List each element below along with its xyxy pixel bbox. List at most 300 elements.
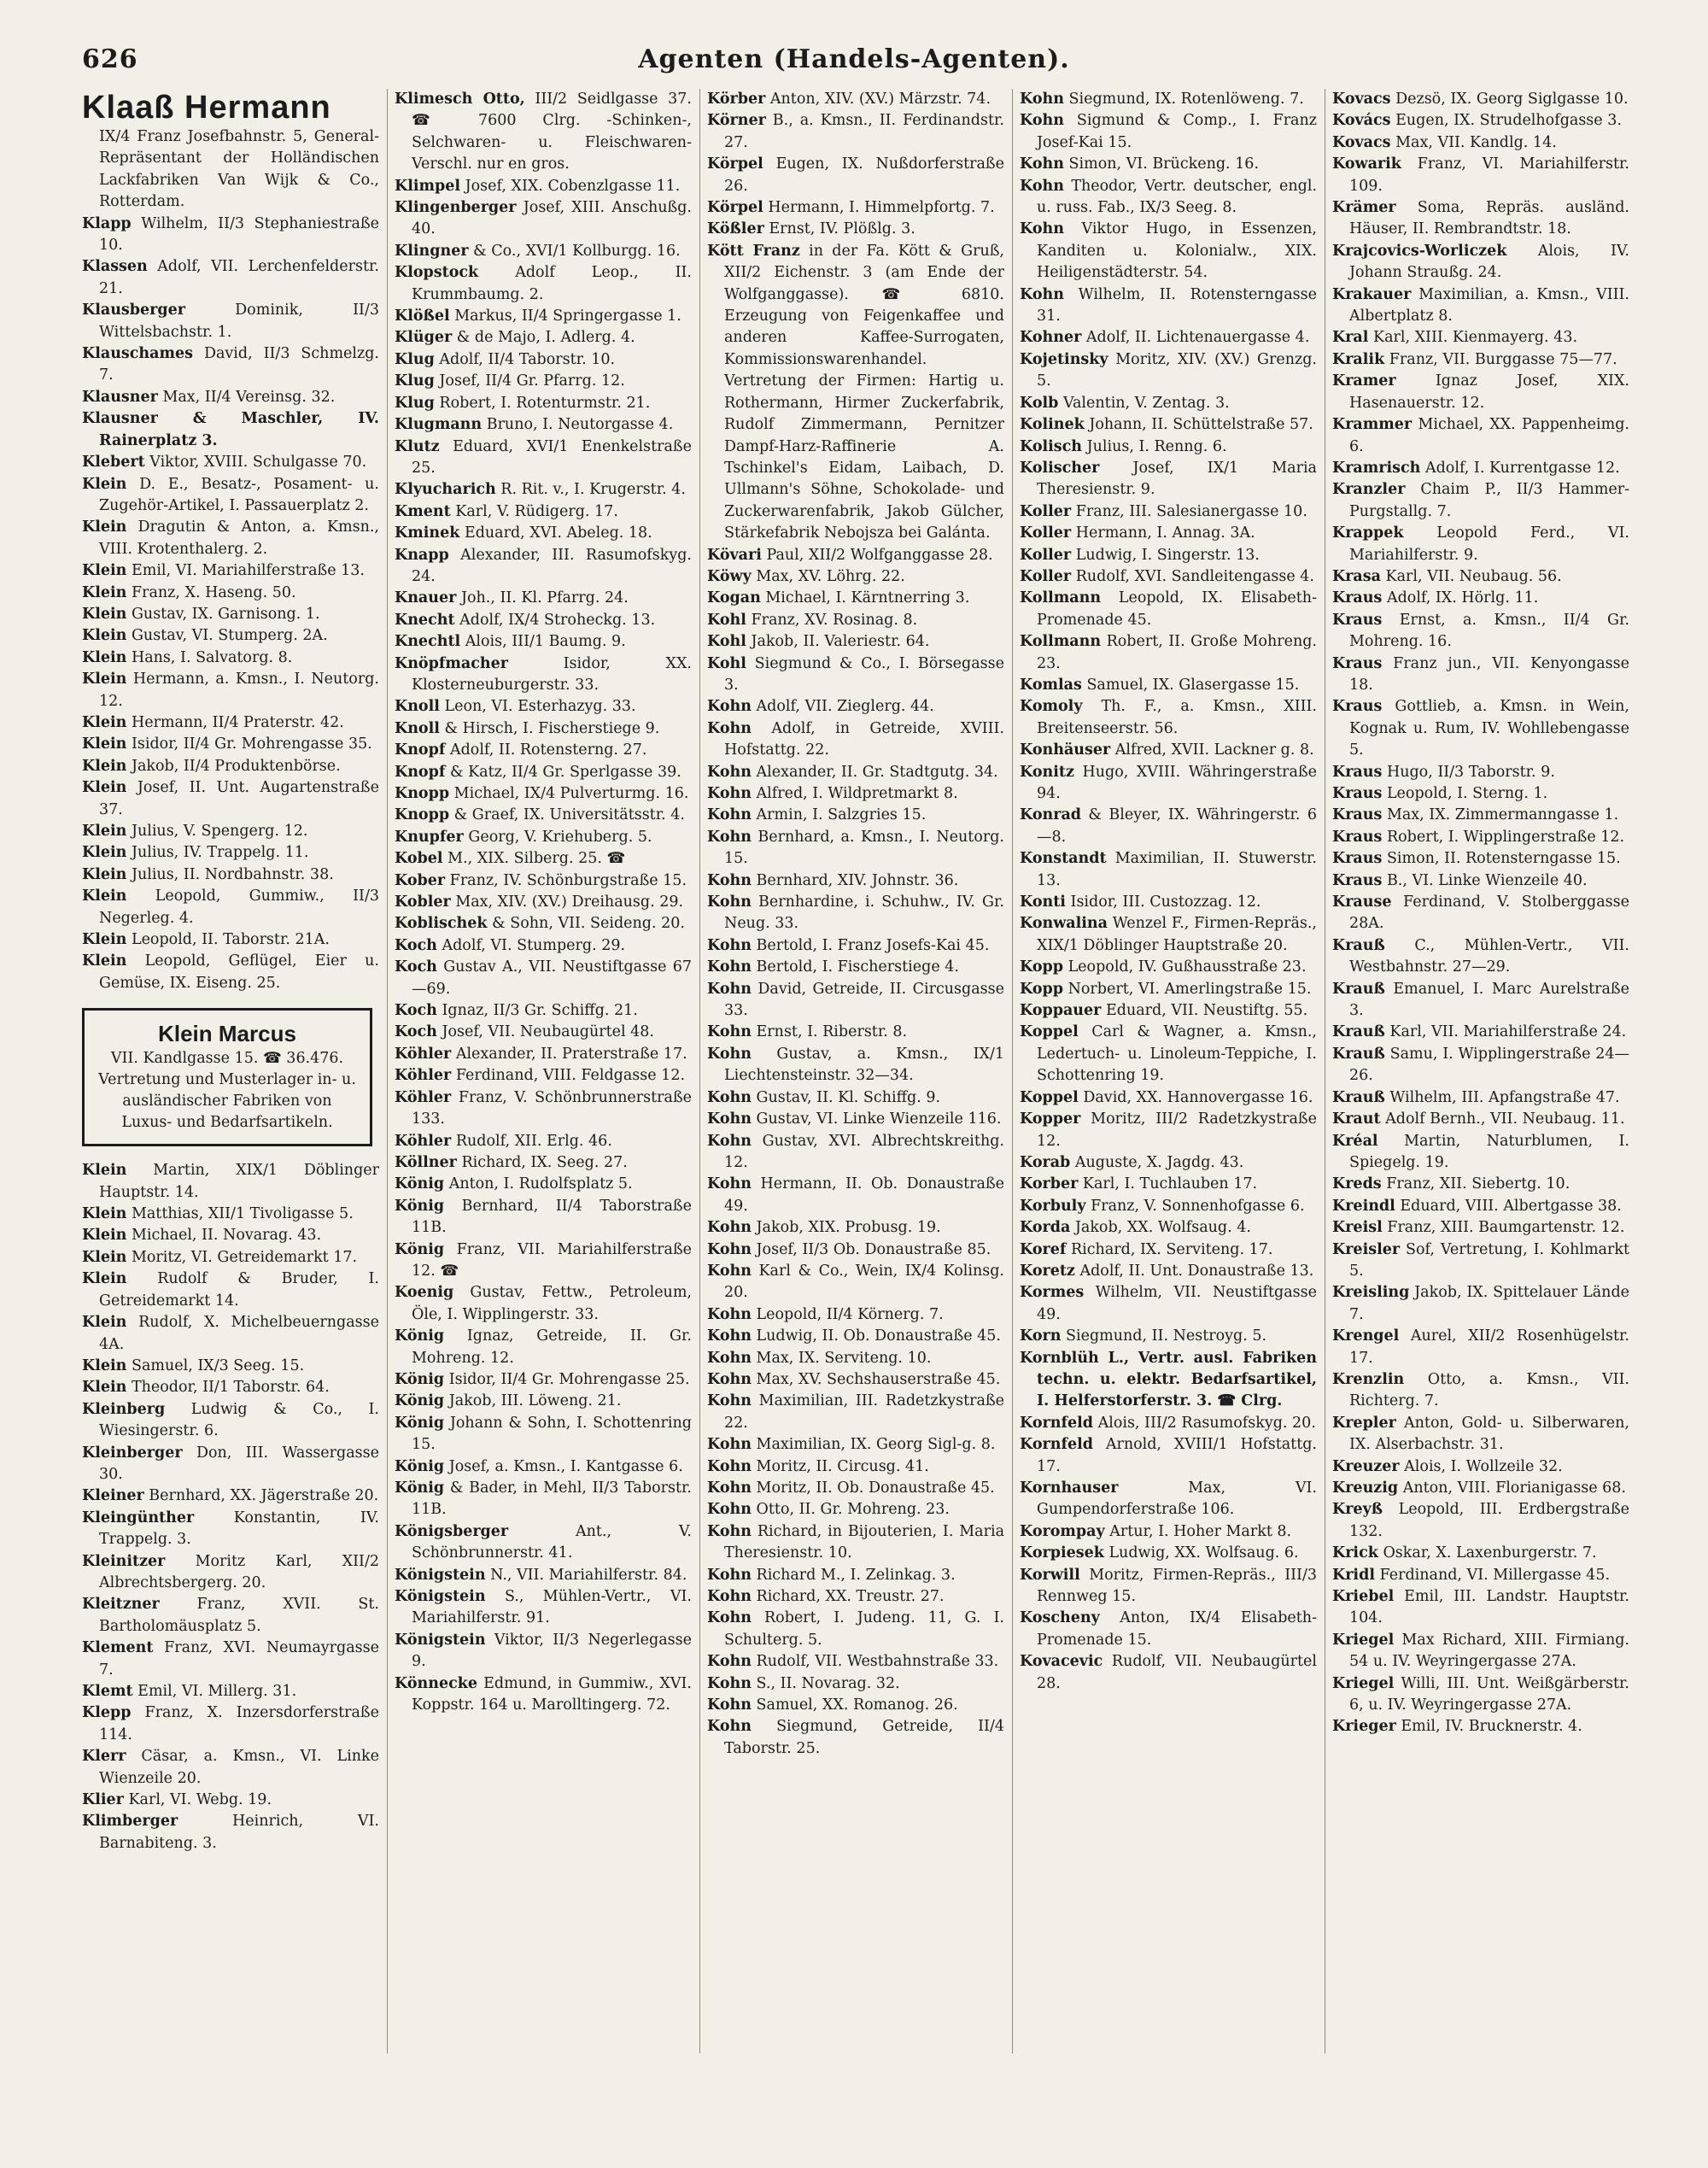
entry-details: Max, VII. Kandlg. 14. xyxy=(1395,133,1557,151)
entry-name: Klugmann xyxy=(395,416,483,434)
entry-name: Kohn xyxy=(1020,285,1064,303)
entry-details: Siegmund, Getreide, II/4 Taborstr. 25. xyxy=(724,1718,1004,1757)
directory-entry xyxy=(707,1695,1004,1716)
directory-entry xyxy=(707,1565,1004,1586)
directory-entry xyxy=(1020,588,1317,631)
entry-name: Kranzler xyxy=(1332,481,1406,499)
directory-entry xyxy=(395,588,692,609)
entry-name: Kment xyxy=(395,502,451,520)
entry-name: Konrad xyxy=(1020,806,1082,824)
entry-details: Wilhelm, III. Apfangstraße 47. xyxy=(1389,1088,1620,1106)
directory-entry xyxy=(395,1673,692,1717)
directory-entry xyxy=(82,1312,379,1356)
entry-name: Kohl xyxy=(707,654,746,672)
entry-name: Koref xyxy=(1020,1240,1067,1258)
entry-details: Robert, II. Große Mohreng. 23. xyxy=(1037,633,1317,672)
entry-name: Klein xyxy=(82,779,127,797)
directory-entry xyxy=(1020,523,1317,544)
entry-name: Klein xyxy=(82,583,127,601)
entry-name: Kohn xyxy=(707,785,752,802)
directory-entry xyxy=(395,1521,692,1565)
entry-name: Klerr xyxy=(82,1748,126,1766)
entry-name: Kleinberg xyxy=(82,1400,166,1418)
directory-entry xyxy=(82,777,379,821)
entry-name: Klausberger xyxy=(82,302,185,319)
entry-details: Richard, IX. Seeg. 27. xyxy=(461,1153,628,1171)
entry-details: Josef, II. Unt. Augartenstraße 37. xyxy=(99,779,379,818)
entry-details: Alois, III/2 Rasumofskyg. 20. xyxy=(1097,1414,1316,1432)
directory-entry xyxy=(395,545,692,589)
entry-details: Adolf, VII. Zieglerg. 44. xyxy=(756,698,934,716)
entry-name: Klein xyxy=(82,1270,127,1288)
entry-details: Karl, VII. Mariahilferstraße 24. xyxy=(1389,1023,1627,1041)
directory-entry xyxy=(395,437,692,480)
directory-entry xyxy=(1020,545,1317,566)
entry-details: Ludwig, II. Ob. Donaustraße 45. xyxy=(756,1327,1001,1345)
entry-name: Kopp xyxy=(1020,980,1063,998)
directory-entry xyxy=(1020,458,1317,501)
entry-details: & Katz, II/4 Gr. Sperlgasse 39. xyxy=(449,763,681,781)
entry-details: in der Fa. Kött & Gruß, XII/2 Eichenstr. 3 (am Ende der Wolfganggasse). ☎ 6810. Erzeugung von Feigenkaffee und anderen Kaffee-Surrogaten, Kommissionswarenhandel. Vertretung der Firmen: Hartig u. Rothermann, Hirmer Zuckerfabrik, Rudolf Zimmermann, Pernitzer Dampf-Harz-Raffinerie A. Tschinkel's Eidam, Laibach, D. Ullmann's Söhne, Schokolade- und Zuckerwarenfabrik, Jakob Gülcher, Stärkefabrik Nebojsza bei Galánta. xyxy=(724,242,1004,542)
directory-entry xyxy=(1332,848,1629,870)
entry-details: Jakob, II. Valeriestr. 64. xyxy=(751,633,930,651)
ad-text: VII. Kandlgasse 15. ☎ 36.476. Vertretung und Musterlager in- u. ausländischer Fabriken von Luxus- und Bedarfsartikeln. xyxy=(98,1050,356,1132)
directory-entry xyxy=(82,1551,379,1595)
entry-details: Siegmund, II. Nestroyg. 5. xyxy=(1066,1327,1267,1345)
entry-name: Körner xyxy=(707,112,766,130)
entry-name: Knechtl xyxy=(395,633,461,651)
entry-details: Moritz, II. Circusg. 41. xyxy=(756,1457,929,1475)
directory-entry xyxy=(1020,501,1317,523)
entry-details: Bruno, I. Neutorgasse 4. xyxy=(486,416,674,434)
directory-entry xyxy=(707,1022,1004,1043)
entry-name: Klausner xyxy=(82,388,158,406)
directory-entry xyxy=(1332,327,1629,349)
directory-entry xyxy=(1020,1478,1317,1521)
entry-name: Klein xyxy=(82,844,127,862)
entry-details: Adolf, I. Kurrentgasse 12. xyxy=(1424,459,1620,477)
entry-name: Kohl xyxy=(707,611,746,629)
entry-details: Gustav, Fettw., Petroleum, Öle, I. Wipplingerstr. 33. xyxy=(412,1284,692,1323)
directory-entry xyxy=(1020,1022,1317,1087)
directory-entry xyxy=(82,1269,379,1312)
entry-details: Moritz, II. Ob. Donaustraße 45. xyxy=(756,1480,995,1497)
directory-entry xyxy=(707,1109,1004,1130)
entry-name: Kleitzner xyxy=(82,1596,160,1614)
directory-entry xyxy=(707,1304,1004,1326)
entry-name: Kohn xyxy=(707,1696,752,1714)
lead-entry-text: IX/4 Franz Josefbahnstr. 5, General-Repräsentant der Holländischen Lackfabriken Van Wijk & Co., Rotterdam. xyxy=(99,128,379,211)
directory-entry xyxy=(395,1239,692,1283)
directory-entry xyxy=(1332,349,1629,371)
entry-details: Franz, III. Salesianergasse 10. xyxy=(1075,502,1307,520)
directory-entry xyxy=(1020,1109,1317,1152)
entry-details: Hermann, I. Himmelpfortg. 7. xyxy=(768,199,995,217)
entry-details: Artur, I. Hoher Markt 8. xyxy=(1109,1522,1292,1540)
entry-details: Franz, X. Inzersdorferstraße 114. xyxy=(99,1704,379,1743)
directory-entry xyxy=(395,1369,692,1391)
directory-entry xyxy=(1020,675,1317,696)
entry-details: Rudolf, VII. Neubaugürtel 28. xyxy=(1037,1653,1317,1692)
entry-name: Klopstock xyxy=(395,264,479,282)
directory-entry xyxy=(707,1369,1004,1391)
column-5 xyxy=(1332,89,1629,2054)
entry-name: Knauer xyxy=(395,589,457,607)
directory-entry xyxy=(82,300,379,343)
directory-entry xyxy=(395,870,692,892)
entry-name: Kohn xyxy=(707,1110,752,1128)
entry-details: Wilhelm, II. Rotensterngasse 31. xyxy=(1037,285,1317,325)
directory-entry xyxy=(395,501,692,523)
entry-name: Kohn xyxy=(707,1653,752,1671)
directory-entry xyxy=(1332,1131,1629,1175)
entry-name: Kohn xyxy=(707,1305,752,1323)
entry-details: Leopold, Geflügel, Eier u. Gemüse, IX. Eiseng. 25. xyxy=(99,952,379,992)
entry-details: Robert, I. Rotenturmstr. 21. xyxy=(439,394,651,412)
entry-name: Kövari xyxy=(707,546,762,564)
entry-details: Julius, IV. Trappelg. 11. xyxy=(131,844,309,862)
entry-details: Dezsö, IX. Georg Siglgasse 10. xyxy=(1395,91,1629,108)
entry-details: Isidor, II/4 Gr. Mohrengasse 25. xyxy=(448,1370,690,1388)
entry-name: Kraus xyxy=(1332,828,1383,846)
entry-details: Eduard, VIII. Albertgasse 38. xyxy=(1400,1197,1622,1215)
entry-name: Konti xyxy=(1020,894,1066,911)
entry-details: C., Mühlen-Vertr., VII. Westbahnstr. 27—29. xyxy=(1349,936,1629,976)
entry-name: Kohn xyxy=(707,1522,752,1540)
entry-name: Kriegel xyxy=(1332,1674,1395,1692)
entry-name: Kreisler xyxy=(1332,1240,1401,1258)
directory-entry xyxy=(82,1225,379,1246)
entry-name: Klier xyxy=(82,1791,124,1809)
directory-entry xyxy=(1020,631,1317,675)
entry-name: Kriegel xyxy=(1332,1631,1395,1649)
directory-entry xyxy=(1332,1109,1629,1130)
entry-details: Isidor, III. Custozzag. 12. xyxy=(1070,894,1261,911)
entry-details: Aurel, XII/2 Rosenhügelstr. 17. xyxy=(1349,1327,1629,1367)
entry-details: Samuel, XX. Romanog. 26. xyxy=(756,1696,958,1714)
entry-details: S., Mühlen-Vertr., VI. Mariahilferstr. 91. xyxy=(412,1588,692,1627)
directory-entry xyxy=(707,1239,1004,1261)
directory-entry xyxy=(82,343,379,387)
entry-name: Klein xyxy=(82,1248,127,1266)
entry-name: Koblischek xyxy=(395,915,488,933)
entry-details: Anton, VIII. Florianigasse 68. xyxy=(1402,1480,1626,1497)
directory-entry xyxy=(395,349,692,371)
entry-details: Ignaz Josef, XIX. Hasenauerstr. 12. xyxy=(1349,372,1629,412)
entry-details: Michael, IX/4 Pulverturmg. 16. xyxy=(453,785,689,802)
directory-entry xyxy=(707,610,1004,631)
entry-name: Kober xyxy=(395,871,446,889)
entry-name: Krepler xyxy=(1332,1414,1396,1432)
directory-entry xyxy=(82,1746,379,1790)
directory-entry xyxy=(82,821,379,842)
entry-name: Kolb xyxy=(1020,394,1059,412)
directory-entry xyxy=(1020,957,1317,978)
entry-list xyxy=(1332,89,1629,1738)
directory-entry xyxy=(1332,1326,1629,1369)
entry-name: Kreuzer xyxy=(1332,1457,1400,1475)
entry-details: Emil, VI. Millerg. 31. xyxy=(137,1683,297,1700)
entry-name: Kohn xyxy=(707,1175,752,1193)
entry-name: Kornhauser xyxy=(1020,1480,1119,1497)
directory-entry xyxy=(707,545,1004,566)
directory-entry xyxy=(1020,1000,1317,1022)
directory-entry xyxy=(1020,89,1317,110)
entry-details: Josef, XIX. Cobenzlgasse 11. xyxy=(465,177,681,195)
entry-name: Kleinberger xyxy=(82,1444,183,1462)
entry-name: Köhler xyxy=(395,1132,452,1150)
directory-entry xyxy=(82,1247,379,1269)
directory-entry xyxy=(82,669,379,712)
entry-details: Adolf, in Getreide, XVIII. Hofstattg. 22. xyxy=(724,719,1004,759)
directory-entry xyxy=(82,408,379,452)
entry-name: König xyxy=(395,1197,445,1215)
entry-name: Krause xyxy=(1332,894,1392,911)
entry-details: Leopold, IX. Elisabeth-Promenade 45. xyxy=(1037,589,1317,629)
entry-name: Kraus xyxy=(1332,850,1383,868)
directory-entry xyxy=(1020,154,1317,175)
entry-name: Koppel xyxy=(1020,1088,1079,1106)
entry-details: Theodor, II/1 Taborstr. 64. xyxy=(131,1379,330,1397)
entry-name: Knoll xyxy=(395,698,440,716)
directory-entry xyxy=(82,604,379,625)
entry-details: Franz jun., VII. Kenyongasse 18. xyxy=(1349,654,1629,694)
directory-entry xyxy=(395,327,692,349)
entry-name: Kraus xyxy=(1332,763,1383,781)
entry-name: Knopp xyxy=(395,785,450,802)
directory-entry xyxy=(1332,762,1629,783)
entry-details: Isidor, XX. Klosterneuburgerstr. 33. xyxy=(412,654,692,694)
entry-details: David, II/3 Schmelzg. 7. xyxy=(99,345,379,384)
directory-entry xyxy=(82,583,379,604)
entry-name: Kraus xyxy=(1332,698,1383,716)
entry-name: König xyxy=(395,1327,445,1345)
entry-details: Emil, III. Landstr. Hauptstr. 104. xyxy=(1349,1588,1629,1627)
entry-details: Anton, Gold- u. Silberwaren, IX. Alserbachstr. 31. xyxy=(1349,1414,1629,1454)
directory-entry xyxy=(82,1638,379,1681)
entry-name: Kojetinsky xyxy=(1020,350,1108,368)
directory-entry xyxy=(395,740,692,761)
entry-details: Gustav A., VII. Neustiftgasse 67—69. xyxy=(412,958,692,998)
entry-details: Ludwig, I. Singerstr. 13. xyxy=(1075,546,1260,564)
entry-name: Koch xyxy=(395,936,437,954)
entry-name: Klein xyxy=(82,823,127,840)
entry-name: Klein xyxy=(82,627,127,645)
entry-details: David, XX. Hannovergasse 16. xyxy=(1083,1088,1313,1106)
entry-name: Köwy xyxy=(707,567,752,585)
directory-entry xyxy=(1020,805,1317,848)
entry-name: Kohn xyxy=(707,763,752,781)
entry-name: Kohn xyxy=(1020,155,1064,173)
entry-name: Klutz xyxy=(395,437,440,455)
entry-name: Krappek xyxy=(1332,524,1404,542)
directory-entry xyxy=(395,1586,692,1630)
directory-entry xyxy=(395,1630,692,1673)
directory-entry xyxy=(707,1586,1004,1608)
entry-name: Kohn xyxy=(707,936,752,954)
entry-details: Siegmund & Co., I. Börsegasse 3. xyxy=(724,654,1004,694)
entry-name: König xyxy=(395,1370,445,1388)
entry-name: Klein xyxy=(82,757,127,775)
entry-name: Korda xyxy=(1020,1219,1071,1237)
entry-details: Richard M., I. Zelinkag. 3. xyxy=(756,1566,956,1584)
entry-name: Klein xyxy=(82,1162,127,1180)
entry-details: Paul, XII/2 Wolfganggasse 28. xyxy=(766,546,993,564)
directory-entry xyxy=(395,1456,692,1478)
entry-details: Leon, VI. Esterhazyg. 33. xyxy=(444,698,636,716)
lead-entry xyxy=(82,89,379,214)
entry-name: Krenzlin xyxy=(1332,1370,1405,1388)
entry-details: Franz, XVI. Neumayrgasse 7. xyxy=(99,1639,379,1679)
entry-details: Max, IX. Serviteng. 10. xyxy=(756,1349,932,1367)
entry-name: Körpel xyxy=(707,155,763,173)
entry-details: Sof, Vertretung, I. Kohlmarkt 5. xyxy=(1349,1240,1629,1280)
directory-entry xyxy=(395,935,692,957)
directory-entry xyxy=(395,653,692,697)
entry-details: Alexander, III. Rasumofskyg. 24. xyxy=(412,546,692,585)
entry-name: Korpiesek xyxy=(1020,1544,1104,1562)
directory-entry xyxy=(1332,588,1629,609)
entry-details: Michael, II. Novarag. 43. xyxy=(131,1227,322,1245)
entry-details: Gustav, IX. Garnisong. 1. xyxy=(131,605,320,623)
entry-details: B., VI. Linke Wienzeile 40. xyxy=(1386,871,1588,889)
entry-details: Auguste, X. Jagdg. 43. xyxy=(1074,1153,1244,1171)
directory-entry xyxy=(82,256,379,300)
entry-name: König xyxy=(395,1240,445,1258)
directory-entry xyxy=(1020,1434,1317,1478)
directory-entry xyxy=(1332,458,1629,479)
entry-name: Koscheny xyxy=(1020,1609,1100,1627)
directory-entry xyxy=(1332,696,1629,761)
entry-name: Klein xyxy=(82,519,127,536)
entry-name: Kovacs xyxy=(1332,91,1391,108)
directory-entry xyxy=(1020,110,1317,154)
entry-details: Karl, I. Tuchlauben 17. xyxy=(1082,1175,1258,1193)
directory-entry xyxy=(395,371,692,392)
entry-name: Krauß xyxy=(1332,1088,1385,1106)
directory-entry xyxy=(395,1087,692,1131)
entry-list xyxy=(82,1160,379,1855)
directory-entry xyxy=(707,957,1004,978)
entry-details: & Graef, IX. Universitätsstr. 4. xyxy=(453,806,685,824)
entry-name: Kohn xyxy=(707,1262,752,1280)
directory-entry xyxy=(707,1261,1004,1304)
directory-entry xyxy=(1332,284,1629,328)
directory-entry xyxy=(82,1681,379,1702)
entry-details: Wilhelm, VII. Neustiftgasse 49. xyxy=(1037,1284,1317,1323)
entry-name: Kraus xyxy=(1332,654,1383,672)
directory-entry xyxy=(82,1160,379,1204)
entry-details: Ferdinand, VIII. Feldgasse 12. xyxy=(455,1067,686,1085)
entry-name: Kohner xyxy=(1020,329,1082,347)
entry-details: Jakob, XX. Wolfsaug. 4. xyxy=(1074,1219,1251,1237)
entry-details: Ernst, a. Kmsn., II/4 Gr. Mohreng. 16. xyxy=(1349,611,1629,651)
entry-details: Franz, V. Sonnenhofgasse 6. xyxy=(1091,1197,1305,1215)
entry-details: Ernst, I. Riberstr. 8. xyxy=(756,1023,908,1041)
entry-name: Kohl xyxy=(707,633,746,651)
directory-entry xyxy=(82,452,379,473)
directory-columns xyxy=(82,89,1629,2054)
directory-entry xyxy=(82,1443,379,1486)
entry-name: Kovacevic xyxy=(1020,1653,1103,1671)
entry-name: Korab xyxy=(1020,1153,1071,1171)
entry-details: Anton, I. Rudolfsplatz 5. xyxy=(448,1175,633,1193)
directory-entry xyxy=(82,842,379,864)
entry-name: Klein xyxy=(82,931,127,949)
entry-details: R. Rit. v., I. Krugerstr. 4. xyxy=(500,481,686,499)
entry-details: Alexander, II. Gr. Stadtgutg. 34. xyxy=(756,763,998,781)
entry-details: Emanuel, I. Marc Aurelstraße 3. xyxy=(1349,980,1629,1020)
entry-name: Koch xyxy=(395,1023,437,1041)
directory-entry xyxy=(1020,1326,1317,1347)
entry-name: Kohn xyxy=(707,871,752,889)
entry-name: Klement xyxy=(82,1639,154,1657)
entry-details: & Sohn, VII. Seideng. 20. xyxy=(492,915,685,933)
entry-name: Klimesch Otto, xyxy=(395,91,525,108)
directory-entry xyxy=(395,913,692,935)
entry-details: N., VII. Mariahilferstr. 84. xyxy=(490,1566,687,1584)
entry-details: Adolf, II. Unt. Donaustraße 13. xyxy=(1079,1262,1314,1280)
directory-entry xyxy=(395,610,692,631)
directory-entry xyxy=(1332,241,1629,284)
entry-name: Krauß xyxy=(1332,936,1385,954)
entry-details: Adolf Leop., II. Krummbaumg. 2. xyxy=(412,264,692,303)
directory-entry xyxy=(1332,1369,1629,1413)
entry-name: Kohn xyxy=(1020,220,1064,238)
directory-entry xyxy=(1332,1174,1629,1195)
entry-name: Kohn xyxy=(707,980,752,998)
directory-entry xyxy=(707,1651,1004,1673)
directory-entry xyxy=(395,197,692,241)
entry-name: Kridl xyxy=(1332,1566,1375,1584)
directory-entry xyxy=(1332,870,1629,892)
entry-details: Adolf, II. Rotensterng. 27. xyxy=(449,741,647,759)
entry-name: Kohn xyxy=(707,1023,752,1041)
entry-name: Krämer xyxy=(1332,199,1396,217)
entry-name: Klug xyxy=(395,350,435,368)
entry-details: Don, III. Wassergasse 30. xyxy=(99,1444,379,1483)
directory-entry xyxy=(1020,913,1317,957)
entry-name: Königsberger xyxy=(395,1522,509,1540)
entry-details: Franz, X. Haseng. 50. xyxy=(131,583,296,601)
entry-details: Julius, V. Spengerg. 12. xyxy=(131,823,308,840)
entry-name: Kohn xyxy=(707,894,752,911)
directory-entry xyxy=(707,1217,1004,1239)
entry-details: Adolf, IX. Hörlg. 11. xyxy=(1386,589,1539,607)
directory-entry xyxy=(1020,219,1317,284)
entry-details: Maximilian, III. Radetzkystraße 22. xyxy=(724,1392,1004,1432)
directory-entry xyxy=(1332,935,1629,979)
entry-details: & Bleyer, IX. Währingerstr. 6—8. xyxy=(1037,806,1317,846)
column-4 xyxy=(1020,89,1317,2054)
directory-entry xyxy=(395,762,692,783)
entry-details: Hugo, XVIII. Währingerstraße 94. xyxy=(1037,763,1317,802)
entry-details: Soma, Repräs. ausländ. Häuser, II. Rembrandtstr. 18. xyxy=(1349,199,1629,238)
entry-name: Kreisling xyxy=(1332,1284,1410,1302)
entry-details: Cäsar, a. Kmsn., VI. Linke Wienzeile 20. xyxy=(99,1748,379,1787)
entry-name: König xyxy=(395,1480,445,1497)
directory-entry xyxy=(82,387,379,408)
directory-entry xyxy=(395,827,692,848)
entry-details: Ludwig & Co., I. Wiesingerstr. 6. xyxy=(99,1400,379,1440)
entry-name: Kobler xyxy=(395,894,451,911)
directory-entry xyxy=(1020,1543,1317,1564)
directory-entry xyxy=(707,89,1004,110)
entry-name: Kößler xyxy=(707,220,764,238)
entry-name: Klein xyxy=(82,1227,127,1245)
directory-entry xyxy=(395,1326,692,1369)
entry-name: Kohn xyxy=(707,958,752,976)
